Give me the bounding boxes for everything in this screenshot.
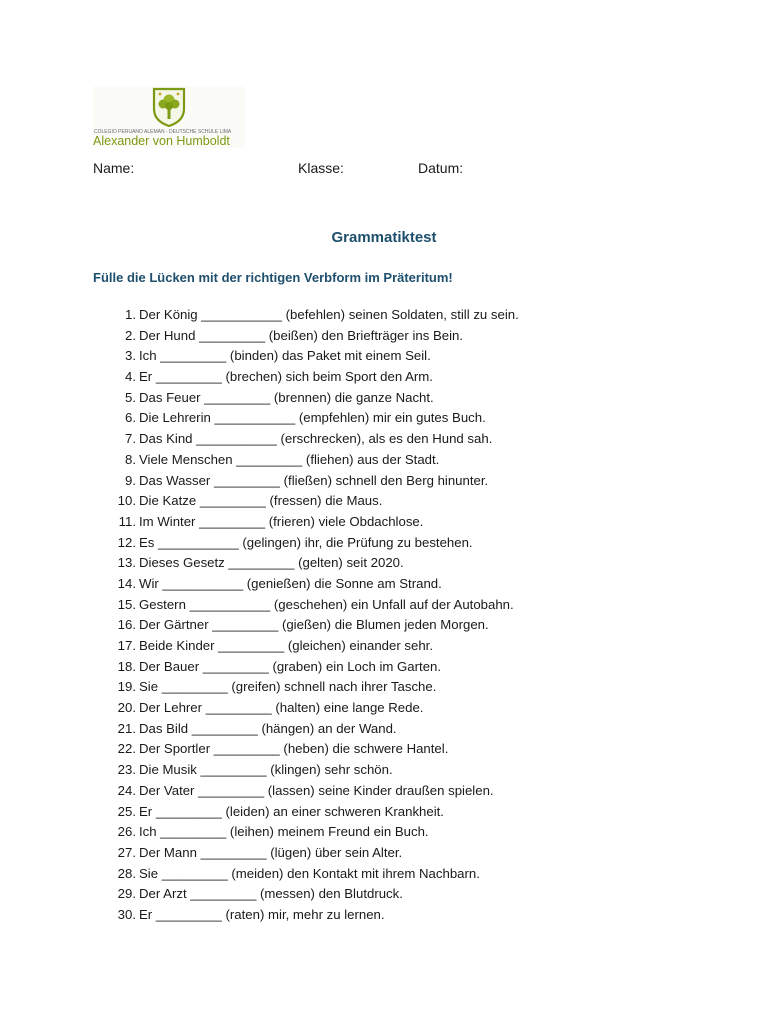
exercise-sentence: Das Wasser _________ (fließen) schnell den Berg hinunter. [139,472,489,488]
exercise-number: 11. [118,513,136,529]
class-label: Klasse: [298,160,344,176]
exercise-number: 17. [117,638,136,653]
exercise-number: 29. [117,886,136,902]
exercise-number: 3. [125,348,136,364]
exercise-sentence: Er _________ (leiden) an einer schweren Krankheit. [139,803,444,819]
crest-icon [152,87,186,127]
exercise-number: 20. [117,700,136,716]
exercise-number: 22. [117,741,136,757]
exercise-number: 27. [117,844,136,860]
instruction-text: Fülle die Lücken mit der richtigen Verbform im Präteritum! [93,270,453,285]
exercise-number: 6. [125,410,136,426]
exercise-number: 12. [117,534,136,550]
exercise-sentence: Gestern ___________ (geschehen) ein Unfall auf der Autobahn. [139,596,514,612]
exercise-sentence: Ich _________ (binden) das Paket mit einem Seil. [139,348,431,364]
logo-subtitle: COLEGIO PERUANO ALEMÁN - DEUTSCHE SCHULE LIMA [94,129,232,135]
exercise-number: 2. [125,327,136,343]
exercise-sentence: Die Katze _________ (fressen) die Maus. [139,493,383,509]
exercise-sentence: Der Sportler _________ (heben) die schwere Hantel. [139,741,449,757]
exercise-sentence: Das Kind ___________ (erschrecken), als es den Hund sah. [139,431,493,447]
exercise-sentence: Er _________ (brechen) sich beim Sport den Arm. [139,369,433,385]
exercise-sentence: Der Gärtner _________ (gießen) die Blumen jeden Morgen. [139,617,489,633]
exercise-number: 30. [117,906,136,922]
exercise-number: 8. [125,451,136,467]
exercise-number: 9. [125,472,136,488]
exercise-sentence: Im Winter _________ (frieren) viele Obdachlose. [139,513,424,529]
logo-school-name: Alexander von Humboldt [93,134,230,148]
exercise-sentence: Der Arzt _________ (messen) den Blutdruck. [139,886,403,902]
exercise-number: 23. [117,762,136,778]
exercise-sentence: Der Bauer _________ (graben) ein Loch im Garten. [139,658,442,674]
exercise-sentence: Dieses Gesetz _________ (gelten) seit 2020. [139,555,404,571]
exercise-number: 28. [117,865,136,881]
exercise-sentence: Der Lehrer _________ (halten) eine lange Rede. [139,700,424,716]
exercise-sentence: Das Feuer _________ (brennen) die ganze Nacht. [139,389,434,405]
exercise-number: 7. [125,431,136,447]
exercise-sentence: Beide Kinder _________ (gleichen) einander sehr. [139,638,434,653]
exercise-number: 13. [117,555,136,571]
exercise-number: 16. [117,617,136,633]
exercise-sentence: Wir ___________ (genießen) die Sonne am Strand. [139,575,442,591]
exercise-number: 18. [117,658,136,674]
exercise-sentence: Der Vater _________ (lassen) seine Kinder draußen spielen. [139,782,494,798]
exercise-sentence: Die Musik _________ (klingen) sehr schön. [139,762,393,778]
exercise-number: 25. [117,803,136,819]
exercise-number: 10. [117,493,136,509]
exercise-sentence: Es ___________ (gelingen) ihr, die Prüfung zu bestehen. [139,534,473,550]
exercise-sentence: Sie _________ (greifen) schnell nach ihrer Tasche. [139,679,437,695]
name-label: Name: [93,160,135,176]
exercise-sentence: Der Mann _________ (lügen) über sein Alter. [139,844,403,860]
exercise-number: 4. [125,369,136,385]
school-logo [93,86,245,148]
exercise-number: 1. [125,307,136,322]
exercise-sentence: Ich _________ (leihen) meinem Freund ein Buch. [139,824,429,840]
exercise-number: 24. [117,782,136,798]
exercise-sentence: Das Bild _________ (hängen) an der Wand. [139,720,397,736]
exercise-number: 19. [117,679,136,695]
exercise-sentence: Die Lehrerin ___________ (empfehlen) mir ein gutes Buch. [139,410,486,426]
exercise-sentence: Er _________ (raten) mir, mehr zu lernen. [139,906,385,922]
exercise-sentence: Der König ___________ (befehlen) seinen Soldaten, still zu sein. [139,307,519,322]
exercise-number: 15. [117,596,136,612]
test-title: Grammatiktest [331,229,437,246]
exercise-sentence: Der Hund _________ (beißen) den Briefträger ins Bein. [139,327,464,343]
exercise-sentence: Sie _________ (meiden) den Kontakt mit ihrem Nachbarn. [139,865,480,881]
exercise-number: 5. [125,389,136,405]
exercise-number: 14. [117,575,136,591]
date-label: Datum: [418,160,464,176]
exercise-sentence: Viele Menschen _________ (fliehen) aus der Stadt. [139,451,440,467]
exercise-number: 21. [117,720,136,736]
exercise-number: 26. [117,824,136,840]
